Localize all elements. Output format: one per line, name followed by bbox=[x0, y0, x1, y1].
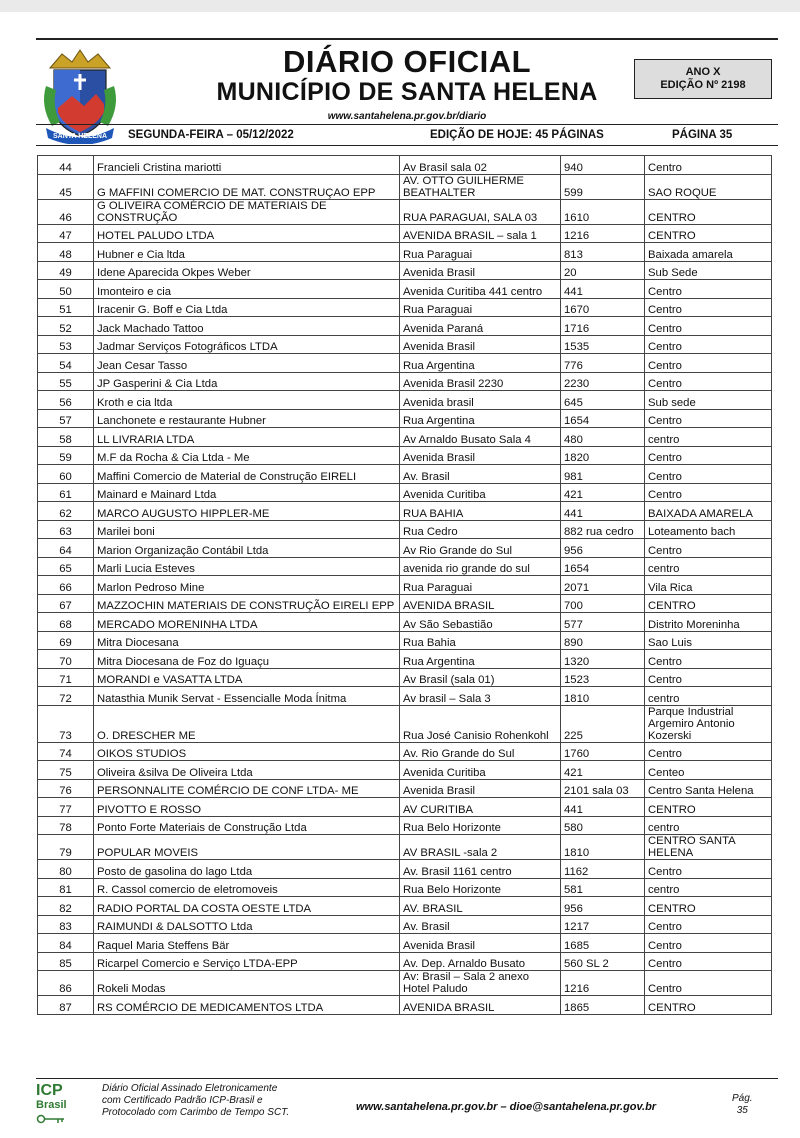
street-address: Av Rio Grande do Sul bbox=[400, 539, 561, 558]
street-number: 1216 bbox=[561, 224, 645, 243]
street-address: Rua Bahia bbox=[400, 631, 561, 650]
row-number: 77 bbox=[38, 798, 94, 817]
neighborhood: Sao Luis bbox=[645, 631, 772, 650]
row-number: 73 bbox=[38, 705, 94, 742]
neighborhood: Centro bbox=[645, 668, 772, 687]
business-name: MERCADO MORENINHA LTDA bbox=[94, 613, 400, 632]
neighborhood: Centro bbox=[645, 742, 772, 761]
street-number: 1216 bbox=[561, 971, 645, 996]
table-row bbox=[38, 878, 772, 897]
page-footer bbox=[36, 1078, 778, 1129]
street-number: 560 SL 2 bbox=[561, 952, 645, 971]
street-number: 645 bbox=[561, 391, 645, 410]
street-address: Rua Argentina bbox=[400, 409, 561, 428]
table-row bbox=[38, 199, 772, 224]
street-address: Rua Argentina bbox=[400, 650, 561, 669]
table-row bbox=[38, 557, 772, 576]
street-address: Rua Belo Horizonte bbox=[400, 878, 561, 897]
row-number: 66 bbox=[38, 576, 94, 595]
business-name: Lanchonete e restaurante Hubner bbox=[94, 409, 400, 428]
table-row bbox=[38, 594, 772, 613]
row-number: 48 bbox=[38, 243, 94, 262]
street-address: Av. Rio Grande do Sul bbox=[400, 742, 561, 761]
neighborhood: centro bbox=[645, 878, 772, 897]
street-address: Av. Brasil 1161 centro bbox=[400, 860, 561, 879]
neighborhood: Centro bbox=[645, 317, 772, 336]
table-row bbox=[38, 779, 772, 798]
neighborhood: centro bbox=[645, 687, 772, 706]
table-row bbox=[38, 243, 772, 262]
business-table bbox=[37, 155, 772, 1015]
municipality-title: MUNICÍPIO DE SANTA HELENA bbox=[216, 78, 598, 106]
table-row bbox=[38, 502, 772, 521]
business-name: RS COMÉRCIO DE MEDICAMENTOS LTDA bbox=[94, 996, 400, 1015]
table-row bbox=[38, 391, 772, 410]
row-number: 75 bbox=[38, 761, 94, 780]
street-number: 421 bbox=[561, 483, 645, 502]
street-address: AVENIDA BRASIL bbox=[400, 996, 561, 1015]
street-number: 776 bbox=[561, 354, 645, 373]
street-number: 1670 bbox=[561, 298, 645, 317]
table-row bbox=[38, 631, 772, 650]
street-address: Avenida Curitiba bbox=[400, 761, 561, 780]
neighborhood: Centro bbox=[645, 465, 772, 484]
street-address: Avenida Paraná bbox=[400, 317, 561, 336]
street-address: Av: Brasil – Sala 2 anexo Hotel Paludo bbox=[400, 971, 561, 996]
page-number-label: PÁGINA 35 bbox=[672, 129, 733, 141]
street-address: Av Brasil sala 02 bbox=[400, 156, 561, 175]
table-row bbox=[38, 428, 772, 447]
street-number: 1685 bbox=[561, 934, 645, 953]
row-number: 84 bbox=[38, 934, 94, 953]
row-number: 86 bbox=[38, 971, 94, 996]
street-address: RUA BAHIA bbox=[400, 502, 561, 521]
street-number: 2101 sala 03 bbox=[561, 779, 645, 798]
neighborhood: CENTRO bbox=[645, 594, 772, 613]
street-address: avenida rio grande do sul bbox=[400, 557, 561, 576]
pages-today-label: EDIÇÃO DE HOJE: 45 PÁGINAS bbox=[430, 129, 604, 141]
business-name: RAIMUNDI & DALSOTTO Ltda bbox=[94, 915, 400, 934]
business-name: Jack Machado Tattoo bbox=[94, 317, 400, 336]
row-number: 67 bbox=[38, 594, 94, 613]
street-address: AV BRASIL -sala 2 bbox=[400, 835, 561, 860]
street-number: 580 bbox=[561, 816, 645, 835]
business-name: R. Cassol comercio de eletromoveis bbox=[94, 878, 400, 897]
neighborhood: CENTRO bbox=[645, 798, 772, 817]
street-number: 956 bbox=[561, 897, 645, 916]
date-label: SEGUNDA-FEIRA – 05/12/2022 bbox=[128, 129, 294, 141]
street-address: Avenida Curitiba bbox=[400, 483, 561, 502]
business-name: OIKOS STUDIOS bbox=[94, 742, 400, 761]
row-number: 82 bbox=[38, 897, 94, 916]
row-number: 74 bbox=[38, 742, 94, 761]
street-number: 700 bbox=[561, 594, 645, 613]
table-row bbox=[38, 520, 772, 539]
street-address: Av Brasil (sala 01) bbox=[400, 668, 561, 687]
footer-page: Pág. 35 bbox=[732, 1093, 753, 1116]
edition-year: ANO X bbox=[685, 66, 721, 78]
neighborhood: Centeo bbox=[645, 761, 772, 780]
signature-notice: Diário Oficial Assinado Eletronicamente com Certificado Padrão ICP-Brasil e Protocolado com Carimbo de Tempo SCT. bbox=[102, 1083, 290, 1118]
business-name: RADIO PORTAL DA COSTA OESTE LTDA bbox=[94, 897, 400, 916]
street-address: Rua Cedro bbox=[400, 520, 561, 539]
street-number: 956 bbox=[561, 539, 645, 558]
row-number: 53 bbox=[38, 335, 94, 354]
row-number: 64 bbox=[38, 539, 94, 558]
street-number: 1810 bbox=[561, 687, 645, 706]
business-name: Posto de gasolina do lago Ltda bbox=[94, 860, 400, 879]
neighborhood: Centro bbox=[645, 335, 772, 354]
street-number: 1810 bbox=[561, 835, 645, 860]
neighborhood: Centro bbox=[645, 539, 772, 558]
row-number: 47 bbox=[38, 224, 94, 243]
street-number: 813 bbox=[561, 243, 645, 262]
table-row bbox=[38, 816, 772, 835]
street-number: 441 bbox=[561, 798, 645, 817]
neighborhood: Centro bbox=[645, 354, 772, 373]
street-address: Rua Belo Horizonte bbox=[400, 816, 561, 835]
street-number: 1535 bbox=[561, 335, 645, 354]
business-name: Raquel Maria Steffens Bär bbox=[94, 934, 400, 953]
table-row bbox=[38, 860, 772, 879]
svg-text:SANTA HELENA: SANTA HELENA bbox=[52, 133, 108, 140]
street-number: 2230 bbox=[561, 372, 645, 391]
table-row bbox=[38, 174, 772, 199]
neighborhood: Centro bbox=[645, 409, 772, 428]
table-row bbox=[38, 742, 772, 761]
street-address: Av. Dep. Arnaldo Busato bbox=[400, 952, 561, 971]
neighborhood: Centro Santa Helena bbox=[645, 779, 772, 798]
table-row bbox=[38, 687, 772, 706]
table-row bbox=[38, 835, 772, 860]
edition-number: EDIÇÃO Nº 2198 bbox=[660, 79, 746, 91]
street-number: 1162 bbox=[561, 860, 645, 879]
neighborhood: Sub Sede bbox=[645, 261, 772, 280]
footer-contact[interactable]: www.santahelena.pr.gov.br – dioe@santahelena.pr.gov.br bbox=[356, 1101, 657, 1113]
neighborhood: Centro bbox=[645, 446, 772, 465]
table-row bbox=[38, 897, 772, 916]
street-number: 1820 bbox=[561, 446, 645, 465]
table-row bbox=[38, 576, 772, 595]
row-number: 80 bbox=[38, 860, 94, 879]
neighborhood: CENTRO bbox=[645, 996, 772, 1015]
row-number: 51 bbox=[38, 298, 94, 317]
row-number: 45 bbox=[38, 174, 94, 199]
business-name: Idene Aparecida Okpes Weber bbox=[94, 261, 400, 280]
business-name: G MAFFINI COMERCIO DE MAT. CONSTRUÇAO EPP bbox=[94, 174, 400, 199]
street-number: 1760 bbox=[561, 742, 645, 761]
neighborhood: BAIXADA AMARELA bbox=[645, 502, 772, 521]
top-strip bbox=[0, 0, 800, 12]
table-row bbox=[38, 156, 772, 175]
street-number: 2071 bbox=[561, 576, 645, 595]
business-name: G OLIVEIRA COMÉRCIO DE MATERIAIS DE CONSTRUÇÃO bbox=[94, 199, 400, 224]
row-number: 71 bbox=[38, 668, 94, 687]
business-name: Rokeli Modas bbox=[94, 971, 400, 996]
business-name: Francieli Cristina mariotti bbox=[94, 156, 400, 175]
table-row bbox=[38, 409, 772, 428]
street-number: 1654 bbox=[561, 557, 645, 576]
street-address: Av. Brasil bbox=[400, 465, 561, 484]
row-number: 62 bbox=[38, 502, 94, 521]
business-name: POPULAR MOVEIS bbox=[94, 835, 400, 860]
business-name: PIVOTTO E ROSSO bbox=[94, 798, 400, 817]
business-name: PERSONNALITE COMÉRCIO DE CONF LTDA- ME bbox=[94, 779, 400, 798]
row-number: 54 bbox=[38, 354, 94, 373]
business-name: Marli Lucia Esteves bbox=[94, 557, 400, 576]
street-address: Avenida Brasil bbox=[400, 934, 561, 953]
neighborhood: Centro bbox=[645, 298, 772, 317]
table-row bbox=[38, 613, 772, 632]
street-address: Avenida Brasil bbox=[400, 335, 561, 354]
street-number: 225 bbox=[561, 705, 645, 742]
street-number: 1320 bbox=[561, 650, 645, 669]
street-number: 421 bbox=[561, 761, 645, 780]
street-address: Avenida Brasil bbox=[400, 261, 561, 280]
street-number: 882 rua cedro bbox=[561, 520, 645, 539]
business-name: JP Gasperini & Cia Ltda bbox=[94, 372, 400, 391]
table-row bbox=[38, 650, 772, 669]
business-name: Jadmar Serviços Fotográficos LTDA bbox=[94, 335, 400, 354]
table-row bbox=[38, 915, 772, 934]
row-number: 44 bbox=[38, 156, 94, 175]
street-number: 581 bbox=[561, 878, 645, 897]
table-row bbox=[38, 317, 772, 336]
neighborhood: Centro bbox=[645, 860, 772, 879]
street-number: 1610 bbox=[561, 199, 645, 224]
business-name: O. DRESCHER ME bbox=[94, 705, 400, 742]
street-address: AV CURITIBA bbox=[400, 798, 561, 817]
edition-box bbox=[634, 59, 772, 99]
table-row bbox=[38, 971, 772, 996]
row-number: 56 bbox=[38, 391, 94, 410]
neighborhood: Centro bbox=[645, 372, 772, 391]
row-number: 58 bbox=[38, 428, 94, 447]
street-number: 577 bbox=[561, 613, 645, 632]
business-name: Jean Cesar Tasso bbox=[94, 354, 400, 373]
table-row bbox=[38, 996, 772, 1015]
street-address: AVENIDA BRASIL bbox=[400, 594, 561, 613]
business-name: Mitra Diocesana de Foz do Iguaçu bbox=[94, 650, 400, 669]
business-name: Iracenir G. Boff e Cia Ltda bbox=[94, 298, 400, 317]
row-number: 87 bbox=[38, 996, 94, 1015]
table-row bbox=[38, 761, 772, 780]
table-row bbox=[38, 483, 772, 502]
neighborhood: SAO ROQUE bbox=[645, 174, 772, 199]
table-row bbox=[38, 539, 772, 558]
street-number: 940 bbox=[561, 156, 645, 175]
street-number: 599 bbox=[561, 174, 645, 199]
street-address: Rua Argentina bbox=[400, 354, 561, 373]
business-name: Ricarpel Comercio e Serviço LTDA-EPP bbox=[94, 952, 400, 971]
street-address: AV. BRASIL bbox=[400, 897, 561, 916]
street-address: Avenida Curitiba 441 centro bbox=[400, 280, 561, 299]
business-name: Oliveira &silva De Oliveira Ltda bbox=[94, 761, 400, 780]
table-row bbox=[38, 372, 772, 391]
row-number: 49 bbox=[38, 261, 94, 280]
row-number: 81 bbox=[38, 878, 94, 897]
table-row bbox=[38, 952, 772, 971]
business-name: Imonteiro e cia bbox=[94, 280, 400, 299]
neighborhood: Parque Industrial Argemiro Antonio Kozerski bbox=[645, 705, 772, 742]
table-row bbox=[38, 280, 772, 299]
row-number: 85 bbox=[38, 952, 94, 971]
neighborhood: Centro bbox=[645, 280, 772, 299]
neighborhood: CENTRO bbox=[645, 224, 772, 243]
street-address: RUA PARAGUAI, SALA 03 bbox=[400, 199, 561, 224]
table-row bbox=[38, 465, 772, 484]
neighborhood: Baixada amarela bbox=[645, 243, 772, 262]
street-address: Rua Paraguai bbox=[400, 298, 561, 317]
street-number: 1716 bbox=[561, 317, 645, 336]
key-icon bbox=[36, 1114, 66, 1124]
neighborhood: CENTRO bbox=[645, 199, 772, 224]
street-number: 441 bbox=[561, 280, 645, 299]
date-bar bbox=[36, 124, 778, 146]
table-row bbox=[38, 298, 772, 317]
neighborhood: Centro bbox=[645, 934, 772, 953]
table-row bbox=[38, 335, 772, 354]
neighborhood: Centro bbox=[645, 483, 772, 502]
street-address: Av Arnaldo Busato Sala 4 bbox=[400, 428, 561, 447]
street-number: 441 bbox=[561, 502, 645, 521]
neighborhood: Centro bbox=[645, 650, 772, 669]
row-number: 68 bbox=[38, 613, 94, 632]
row-number: 46 bbox=[38, 199, 94, 224]
icp-brasil-logo: ICP Brasil bbox=[36, 1083, 80, 1129]
neighborhood: Sub sede bbox=[645, 391, 772, 410]
row-number: 72 bbox=[38, 687, 94, 706]
row-number: 69 bbox=[38, 631, 94, 650]
journal-title: DIÁRIO OFICIAL bbox=[282, 44, 532, 79]
row-number: 76 bbox=[38, 779, 94, 798]
street-number: 1865 bbox=[561, 996, 645, 1015]
street-address: Avenida brasil bbox=[400, 391, 561, 410]
table-row bbox=[38, 798, 772, 817]
neighborhood: Centro bbox=[645, 952, 772, 971]
street-number: 981 bbox=[561, 465, 645, 484]
street-address: Avenida Brasil bbox=[400, 779, 561, 798]
street-address: Avenida Brasil 2230 bbox=[400, 372, 561, 391]
row-number: 50 bbox=[38, 280, 94, 299]
neighborhood: centro bbox=[645, 816, 772, 835]
business-name: Marion Organização Contábil Ltda bbox=[94, 539, 400, 558]
business-name: Hubner e Cia ltda bbox=[94, 243, 400, 262]
row-number: 65 bbox=[38, 557, 94, 576]
street-address: Rua Paraguai bbox=[400, 243, 561, 262]
row-number: 63 bbox=[38, 520, 94, 539]
street-number: 1654 bbox=[561, 409, 645, 428]
row-number: 83 bbox=[38, 915, 94, 934]
row-number: 78 bbox=[38, 816, 94, 835]
neighborhood: Distrito Moreninha bbox=[645, 613, 772, 632]
business-name: M.F da Rocha & Cia Ltda - Me bbox=[94, 446, 400, 465]
street-number: 1523 bbox=[561, 668, 645, 687]
business-name: Mitra Diocesana bbox=[94, 631, 400, 650]
street-address: Rua José Canisio Rohenkohl bbox=[400, 705, 561, 742]
table-row bbox=[38, 224, 772, 243]
business-name: MORANDI e VASATTA LTDA bbox=[94, 668, 400, 687]
street-address: AVENIDA BRASIL – sala 1 bbox=[400, 224, 561, 243]
table-row bbox=[38, 934, 772, 953]
street-address: AV. OTTO GUILHERME BEATHALTER bbox=[400, 174, 561, 199]
street-address: Rua Paraguai bbox=[400, 576, 561, 595]
street-address: Av São Sebastião bbox=[400, 613, 561, 632]
business-name: Mainard e Mainard Ltda bbox=[94, 483, 400, 502]
table-row bbox=[38, 261, 772, 280]
street-number: 20 bbox=[561, 261, 645, 280]
row-number: 57 bbox=[38, 409, 94, 428]
street-address: Av. Brasil bbox=[400, 915, 561, 934]
row-number: 79 bbox=[38, 835, 94, 860]
business-name: LL LIVRARIA LTDA bbox=[94, 428, 400, 447]
business-name: Marlon Pedroso Mine bbox=[94, 576, 400, 595]
business-name: HOTEL PALUDO LTDA bbox=[94, 224, 400, 243]
street-number: 480 bbox=[561, 428, 645, 447]
table-row bbox=[38, 668, 772, 687]
business-name: Marilei boni bbox=[94, 520, 400, 539]
neighborhood: centro bbox=[645, 428, 772, 447]
street-address: Avenida Brasil bbox=[400, 446, 561, 465]
neighborhood: Loteamento bach bbox=[645, 520, 772, 539]
neighborhood: centro bbox=[645, 557, 772, 576]
business-name: Kroth e cia ltda bbox=[94, 391, 400, 410]
street-number: 890 bbox=[561, 631, 645, 650]
street-number: 1217 bbox=[561, 915, 645, 934]
journal-url[interactable]: www.santahelena.pr.gov.br/diario bbox=[327, 111, 487, 122]
row-number: 70 bbox=[38, 650, 94, 669]
row-number: 52 bbox=[38, 317, 94, 336]
table-row bbox=[38, 446, 772, 465]
neighborhood: Vila Rica bbox=[645, 576, 772, 595]
business-name: Ponto Forte Materiais de Construção Ltda bbox=[94, 816, 400, 835]
neighborhood: CENTRO SANTA HELENA bbox=[645, 835, 772, 860]
row-number: 55 bbox=[38, 372, 94, 391]
business-name: Maffini Comercio de Material de Construção EIRELI bbox=[94, 465, 400, 484]
row-number: 61 bbox=[38, 483, 94, 502]
business-name: Natasthia Munik Servat - Essencialle Moda Ínitma bbox=[94, 687, 400, 706]
street-address: Av brasil – Sala 3 bbox=[400, 687, 561, 706]
table-row bbox=[38, 705, 772, 742]
business-name: MARCO AUGUSTO HIPPLER-ME bbox=[94, 502, 400, 521]
row-number: 60 bbox=[38, 465, 94, 484]
business-name: MAZZOCHIN MATERIAIS DE CONSTRUÇÃO EIRELI EPP bbox=[94, 594, 400, 613]
neighborhood: Centro bbox=[645, 971, 772, 996]
row-number: 59 bbox=[38, 446, 94, 465]
table-row bbox=[38, 354, 772, 373]
neighborhood: Centro bbox=[645, 915, 772, 934]
neighborhood: CENTRO bbox=[645, 897, 772, 916]
neighborhood: Centro bbox=[645, 156, 772, 175]
